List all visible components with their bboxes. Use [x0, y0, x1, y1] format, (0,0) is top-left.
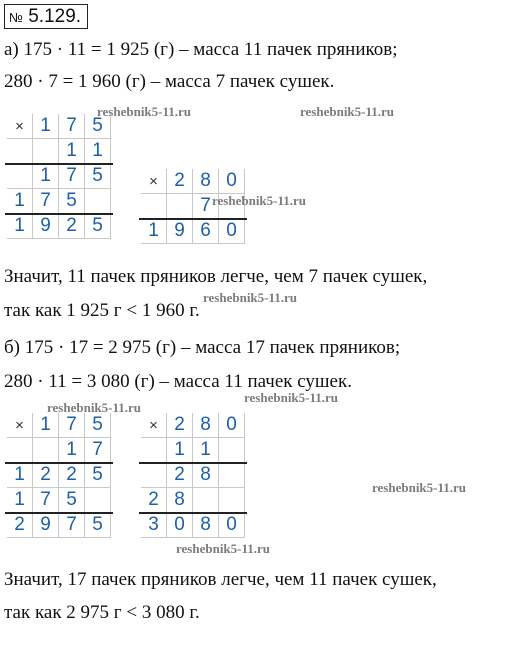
solution-line-a1: а) 175 · 11 = 1 925 (г) – масса 11 пачек пряников;: [4, 39, 398, 60]
digit-cell: 7: [59, 114, 85, 139]
digit-cell: 1: [193, 438, 219, 463]
digit-cell: [85, 488, 111, 513]
digit-cell: 1: [7, 488, 33, 513]
solution-line-b1: б) 175 · 17 = 2 975 (г) – масса 17 пачек пряников;: [4, 337, 401, 358]
digit-cell: 1: [59, 139, 85, 164]
digit-cell: [7, 438, 33, 463]
digit-cell: 9: [33, 214, 59, 239]
watermark: reshebnik5-11.ru: [176, 541, 271, 556]
digit-cell: 8: [193, 463, 219, 488]
solution-line-a3: Значит, 11 пачек пряников легче, чем 7 пачек сушек,: [4, 266, 428, 287]
digit-cell: 5: [85, 413, 111, 438]
digit-cell: 2: [141, 488, 167, 513]
digit-cell: 8: [193, 169, 219, 194]
digit-cell: [33, 139, 59, 164]
digit-cell: 0: [219, 513, 245, 538]
multiply-sign: ×: [141, 413, 167, 438]
digit-cell: 5: [85, 114, 111, 139]
digit-cell: 8: [193, 413, 219, 438]
result-line: [5, 163, 113, 165]
digit-cell: 7: [33, 488, 59, 513]
result-line: [139, 218, 247, 220]
digit-cell: 0: [219, 413, 245, 438]
digit-cell: 1: [33, 413, 59, 438]
digit-cell: [141, 463, 167, 488]
solution-line-b2: 280 · 11 = 3 080 (г) – масса 11 пачек сушек.: [4, 371, 352, 392]
digit-cell: 1: [33, 114, 59, 139]
result-line: [139, 512, 247, 514]
watermark: reshebnik5-11.ru: [300, 104, 395, 119]
digit-cell: 0: [219, 169, 245, 194]
watermark: reshebnik5-11.ru: [203, 290, 298, 305]
digit-cell: [219, 438, 245, 463]
digit-cell: [167, 194, 193, 219]
digit-cell: 9: [167, 219, 193, 244]
watermark: reshebnik5-11.ru: [47, 400, 142, 415]
multiply-sign: ×: [7, 413, 33, 438]
digit-cell: 7: [193, 194, 219, 219]
digit-cell: [219, 463, 245, 488]
digit-cell: 2: [59, 214, 85, 239]
solution-line-b4: так как 2 975 г < 3 080 г.: [4, 602, 200, 623]
digit-cell: 1: [59, 438, 85, 463]
watermark: reshebnik5-11.ru: [97, 104, 192, 119]
problem-number: № 5.129.: [4, 4, 88, 29]
digit-cell: 1: [33, 164, 59, 189]
digit-cell: 5: [85, 214, 111, 239]
solution-line-a4: так как 1 925 г < 1 960 г.: [4, 300, 200, 321]
digit-cell: 7: [59, 164, 85, 189]
digit-cell: [219, 488, 245, 513]
digit-cell: 5: [85, 513, 111, 538]
watermark: reshebnik5-11.ru: [372, 480, 467, 495]
digit-cell: 7: [85, 438, 111, 463]
digit-cell: 6: [193, 219, 219, 244]
digit-cell: 5: [59, 189, 85, 214]
digit-cell: 7: [59, 413, 85, 438]
multiply-sign: ×: [141, 169, 167, 194]
digit-cell: [193, 488, 219, 513]
watermark: reshebnik5-11.ru: [212, 193, 307, 208]
result-line: [5, 512, 113, 514]
digit-cell: 2: [7, 513, 33, 538]
column-multiplication-b-right: [141, 413, 245, 538]
digit-cell: 7: [59, 513, 85, 538]
digit-cell: 2: [167, 169, 193, 194]
digit-cell: 1: [7, 214, 33, 239]
digit-cell: 8: [167, 488, 193, 513]
digit-cell: [33, 438, 59, 463]
digit-cell: 7: [33, 189, 59, 214]
digit-cell: [85, 189, 111, 214]
result-line: [139, 462, 247, 464]
digit-cell: 2: [167, 463, 193, 488]
digit-cell: 2: [167, 413, 193, 438]
digit-cell: 1: [7, 463, 33, 488]
digit-cell: 5: [59, 488, 85, 513]
digit-cell: 1: [141, 219, 167, 244]
digit-cell: 0: [219, 219, 245, 244]
result-line: [5, 213, 113, 215]
result-line: [5, 462, 113, 464]
digit-cell: [7, 139, 33, 164]
digit-cell: 1: [85, 139, 111, 164]
column-multiplication-a-left: [7, 114, 111, 239]
digit-cell: [141, 194, 167, 219]
solution-line-b3: Значит, 17 пачек пряников легче, чем 11 пачек сушек,: [4, 569, 437, 590]
watermark: reshebnik5-11.ru: [244, 390, 339, 405]
digit-cell: 2: [59, 463, 85, 488]
digit-cell: 0: [167, 513, 193, 538]
digit-cell: 3: [141, 513, 167, 538]
digit-cell: 8: [193, 513, 219, 538]
digit-cell: 2: [33, 463, 59, 488]
digit-cell: 5: [85, 463, 111, 488]
digit-cell: 9: [33, 513, 59, 538]
digit-cell: 1: [7, 189, 33, 214]
digit-cell: 5: [85, 164, 111, 189]
digit-cell: 1: [167, 438, 193, 463]
digit-cell: [141, 438, 167, 463]
multiply-sign: ×: [7, 114, 33, 139]
solution-line-a2: 280 · 7 = 1 960 (г) – масса 7 пачек сушек.: [4, 71, 335, 92]
digit-cell: [7, 164, 33, 189]
column-multiplication-b-left: [7, 413, 111, 538]
